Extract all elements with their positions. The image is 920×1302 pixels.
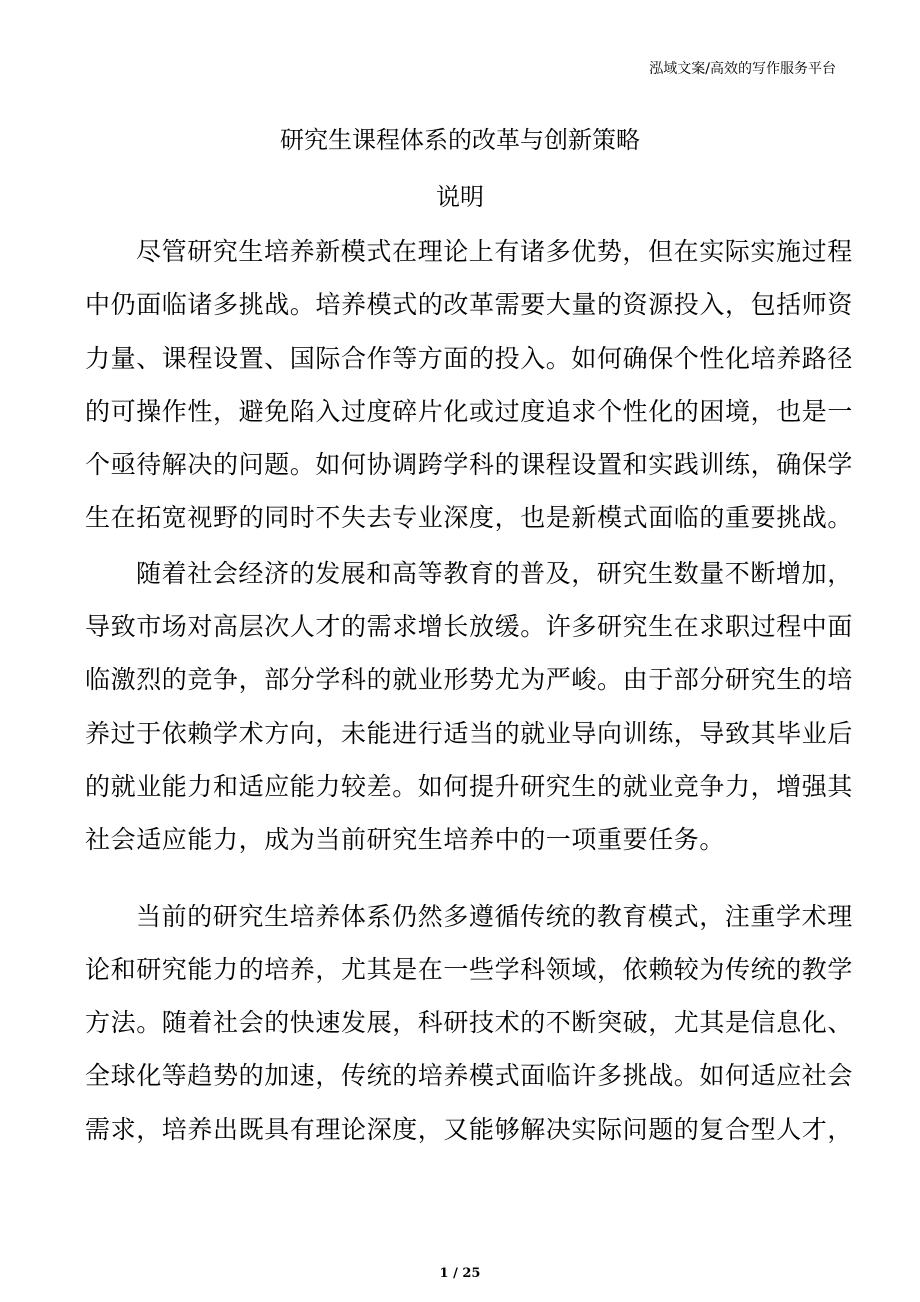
section-heading: 说明 xyxy=(436,183,484,211)
paragraph xyxy=(85,232,854,552)
text-line: 力量、课程设置、国际合作等方面的投入。如何确保个性化培养路径 xyxy=(85,343,854,373)
text-line: 社会适应能力，成为当前研究生培养中的一项重要任务。 xyxy=(85,825,726,855)
text-line: 方法。随着社会的快速发展，科研技术的不断突破，尤其是信息化、 xyxy=(85,1008,854,1038)
text-line: 全球化等趋势的加速，传统的培养模式面临许多挑战。如何适应社会 xyxy=(85,1061,854,1091)
text-line: 个亟待解决的问题。如何协调跨学科的课程设置和实践训练，确保学 xyxy=(85,450,854,480)
text-line: 论和研究能力的培养，尤其是在一些学科领域，依赖较为传统的教学 xyxy=(85,954,854,984)
text-line: 需求，培养出既具有理论深度，又能够解决实际问题的复合型人才， xyxy=(85,1114,854,1144)
text-line: 的就业能力和适应能力较差。如何提升研究生的就业竞争力，增强其 xyxy=(85,771,854,801)
page-number: 1 / 25 xyxy=(439,1266,481,1281)
text-line: 中仍面临诸多挑战。培养模式的改革需要大量的资源投入，包括师资 xyxy=(85,290,854,320)
page-header: 泓域文案/高效的写作服务平台 xyxy=(649,61,836,77)
document-body xyxy=(85,232,854,1163)
text-line: 的可操作性，避免陷入过度碎片化或过度追求个性化的困境，也是一 xyxy=(85,396,854,426)
text-line: 随着社会经济的发展和高等教育的普及，研究生数量不断增加， xyxy=(136,558,853,588)
text-line: 当前的研究生培养体系仍然多遵循传统的教育模式，注重学术理 xyxy=(136,901,853,931)
text-line: 导致市场对高层次人才的需求增长放缓。许多研究生在求职过程中面 xyxy=(85,612,854,642)
paragraph xyxy=(85,897,854,1163)
text-line: 尽管研究生培养新模式在理论上有诸多优势，但在实际实施过程 xyxy=(136,237,853,266)
text-line: 生在拓宽视野的同时不失去专业深度，也是新模式面临的重要挑战。 xyxy=(85,503,854,533)
paragraph xyxy=(85,554,854,874)
text-line: 养过于依赖学术方向，未能进行适当的就业导向训练，导致其毕业后 xyxy=(85,718,854,748)
document-title: 研究生课程体系的改革与创新策略 xyxy=(280,126,640,154)
text-line: 临激烈的竞争，部分学科的就业形势尤为严峻。由于部分研究生的培 xyxy=(85,665,854,695)
